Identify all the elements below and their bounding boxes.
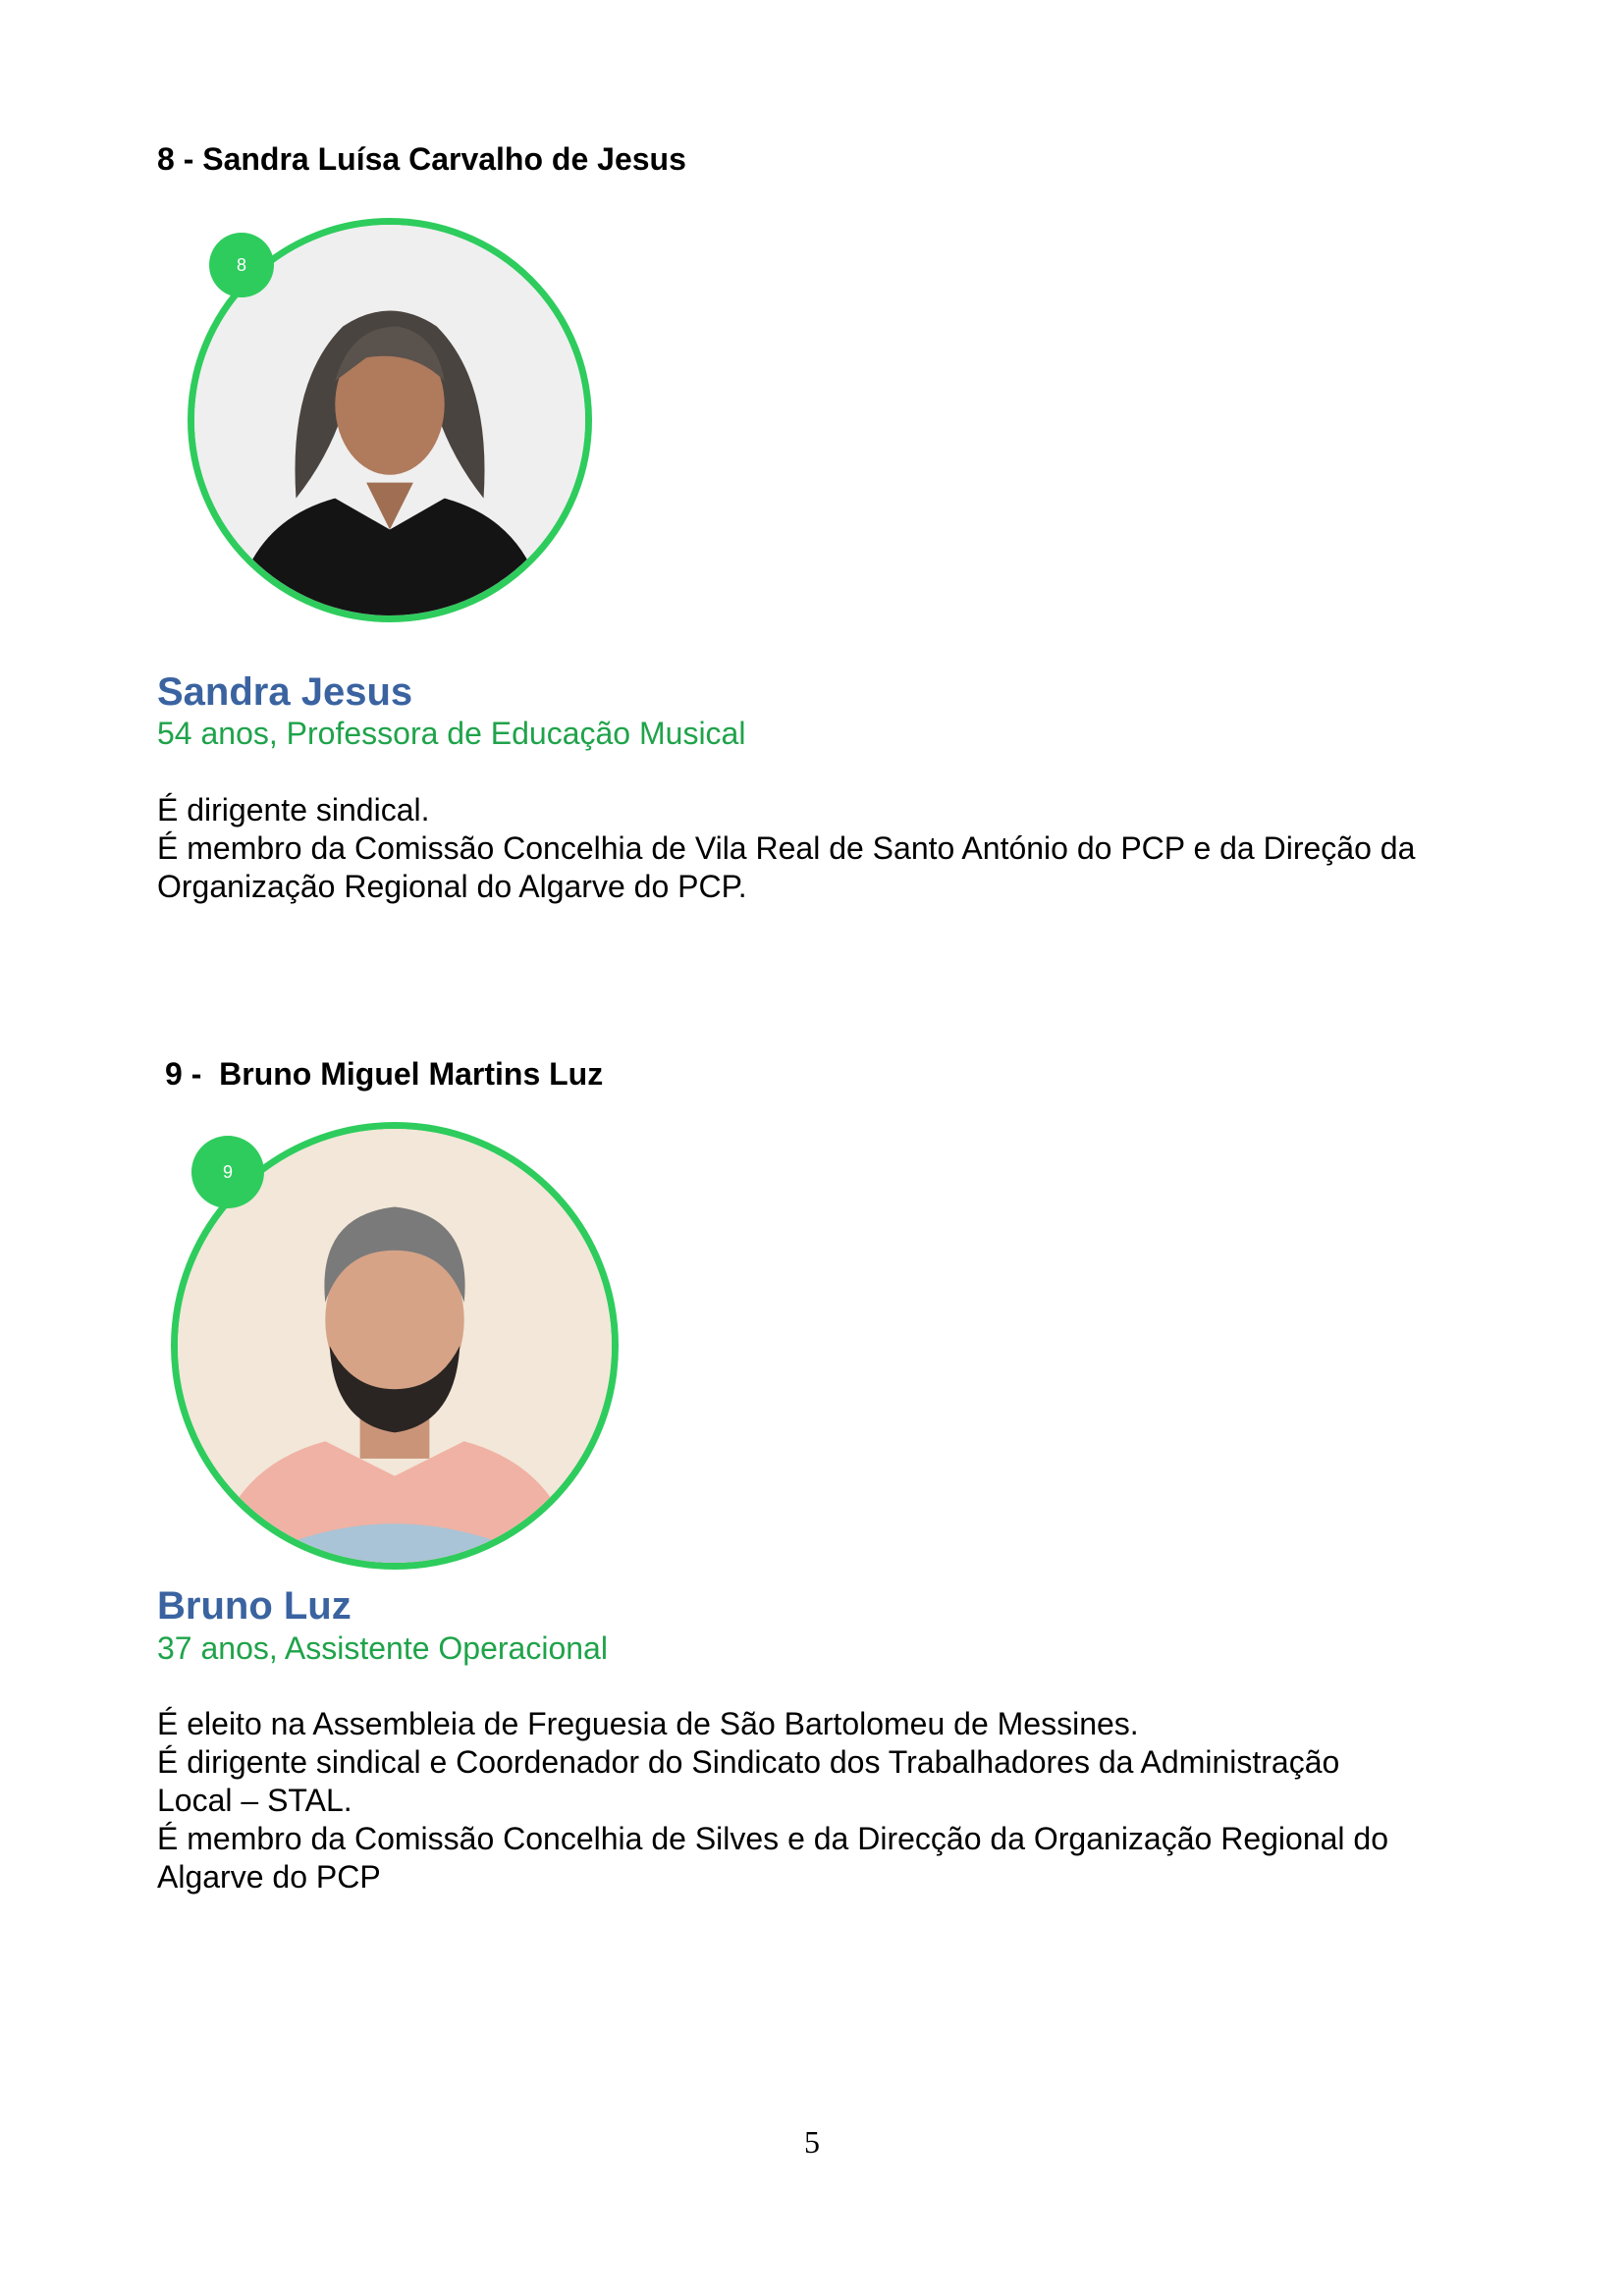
candidate-8-bio bbox=[157, 791, 1415, 906]
bio-line: Algarve do PCP bbox=[157, 1859, 381, 1895]
candidate-8-number-badge: 8 bbox=[209, 233, 274, 297]
bio-line: É eleito na Assembleia de Freguesia de São Bartolomeu de Messines. bbox=[157, 1706, 1139, 1741]
candidate-9-number-badge: 9 bbox=[191, 1136, 264, 1208]
candidate-9-role: 37 anos, Assistente Operacional bbox=[157, 1630, 608, 1666]
candidate-9-heading: 9 - Bruno Miguel Martins Luz bbox=[165, 1056, 604, 1092]
candidate-8-heading: 8 - Sandra Luísa Carvalho de Jesus bbox=[157, 141, 686, 177]
bio-line: Organização Regional do Algarve do PCP. bbox=[157, 869, 747, 904]
bio-line: É dirigente sindical e Coordenador do Sindicato dos Trabalhadores da Administração bbox=[157, 1744, 1340, 1780]
bio-line: Local – STAL. bbox=[157, 1783, 352, 1818]
candidate-8-role: 54 anos, Professora de Educação Musical bbox=[157, 716, 746, 751]
candidate-9-bio bbox=[157, 1705, 1388, 1896]
bio-line: É membro da Comissão Concelhia de Silves e da Direcção da Organização Regional do bbox=[157, 1821, 1388, 1856]
bio-line: É dirigente sindical. bbox=[157, 792, 430, 828]
candidate-9-name: Bruno Luz bbox=[157, 1584, 352, 1628]
candidate-8-name: Sandra Jesus bbox=[157, 670, 413, 714]
bio-line: É membro da Comissão Concelhia de Vila Real de Santo António do PCP e da Direção da bbox=[157, 830, 1416, 866]
page-number: 5 bbox=[804, 2124, 820, 2160]
